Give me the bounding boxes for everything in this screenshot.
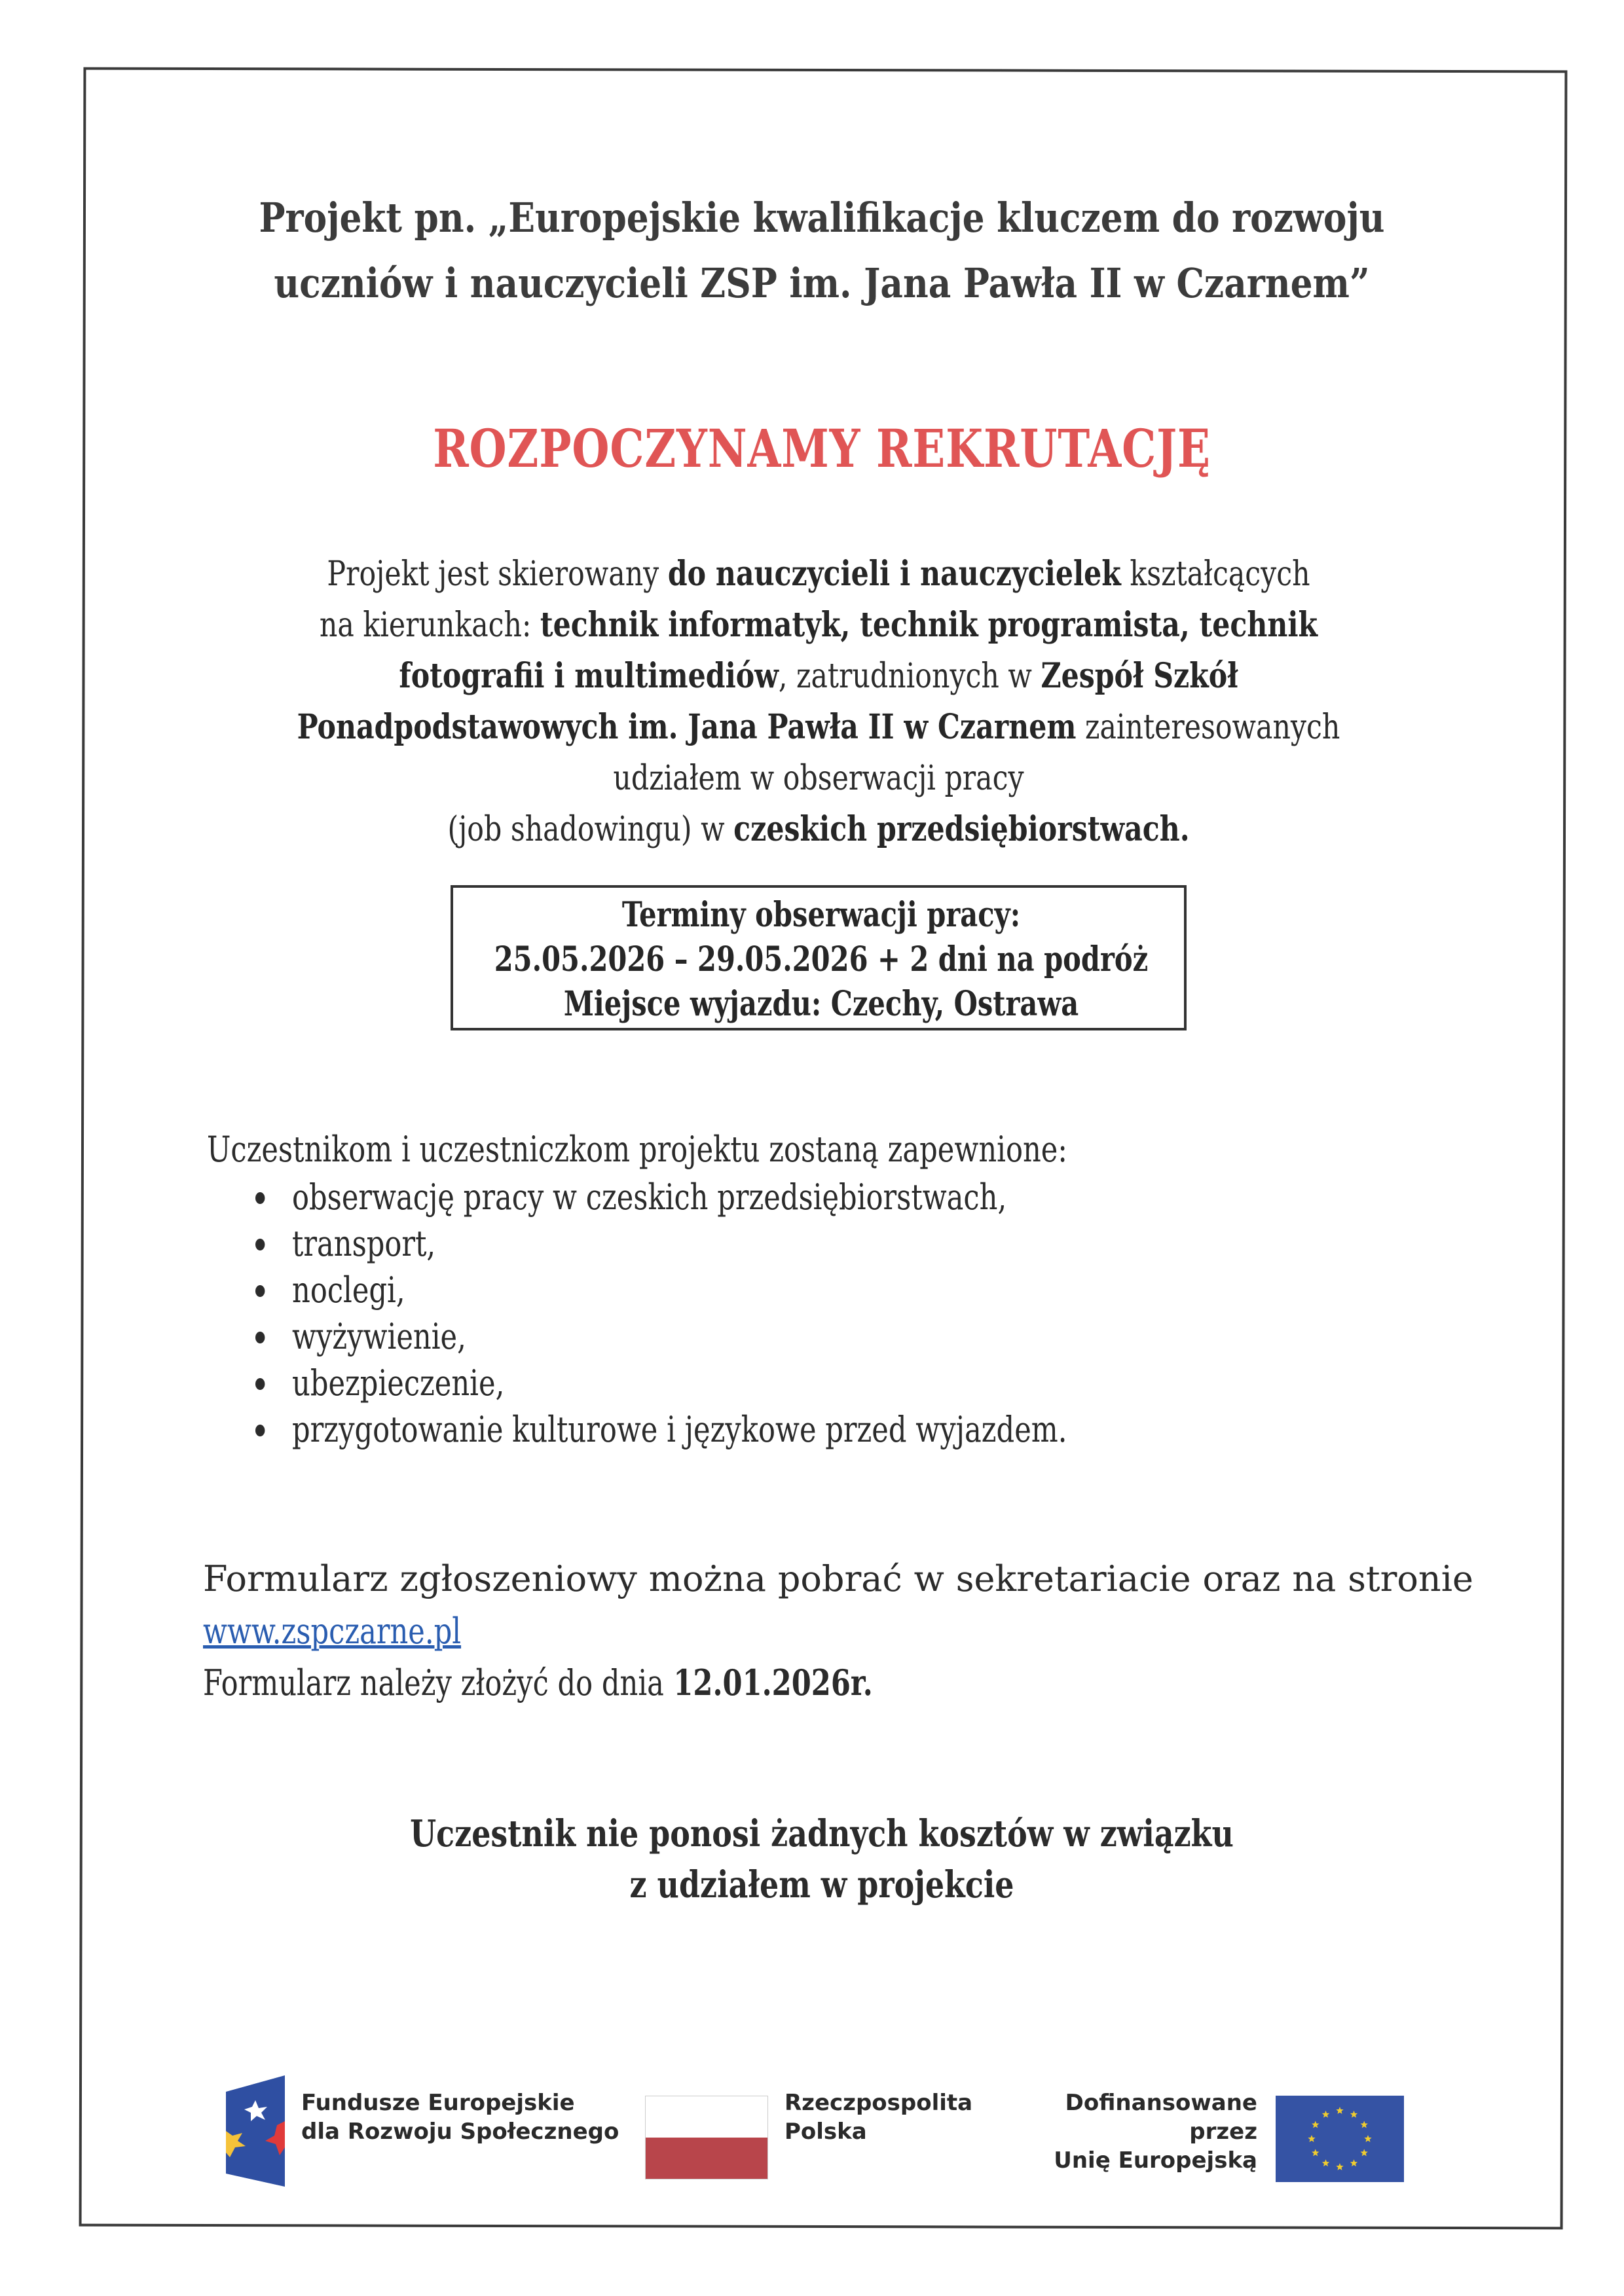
fe-logo-line-2: dla Rozwoju Społecznego — [301, 2119, 619, 2145]
list-item-text: wyżywienie, — [292, 1316, 466, 1357]
eu-logo-text — [995, 2088, 1257, 2175]
intro-line — [255, 753, 1382, 804]
fe-stars-logo-icon — [226, 2075, 285, 2187]
schedule-dates: 25.05.2026 – 29.05.2026 + 2 dni na podróż — [494, 939, 1149, 979]
intro-text: (job shadowingu) w — [447, 810, 734, 849]
form-word: pobrać — [777, 1558, 902, 1599]
intro-text: zainteresowanych — [1076, 708, 1340, 747]
schedule-box-content — [422, 893, 1220, 1027]
eu-logo-line-1: Dofinansowane przez — [1065, 2090, 1257, 2145]
flag-red-stripe — [646, 2138, 767, 2179]
form-word: zgłoszeniowy — [399, 1558, 637, 1599]
project-title-line-1: Projekt pn. „Europejskie kwalifikacje kluczem do rozwoju — [259, 194, 1385, 242]
polish-flag-icon — [645, 2096, 768, 2179]
website-link[interactable]: www.zspczarne.pl — [203, 1611, 462, 1652]
intro-text: udziałem w obserwacji pracy — [613, 759, 1024, 798]
no-cost-line-1: Uczestnik nie ponosi żadnych kosztów w związku — [410, 1812, 1234, 1855]
intro-bold: Ponadpodstawowych im. Jana Pawła II w Czarnem — [297, 707, 1077, 747]
intro-paragraph — [255, 549, 1382, 855]
no-cost-notice — [245, 1808, 1399, 1910]
intro-bold: fotografii i multimediów — [399, 656, 779, 696]
fe-logo-line-1: Fundusze Europejskie — [301, 2090, 575, 2116]
intro-line — [255, 702, 1382, 753]
bullet-icon — [255, 1378, 265, 1390]
bullet-icon — [255, 1332, 265, 1343]
eu-flag-icon — [1276, 2096, 1404, 2182]
list-item-text: transport, — [292, 1223, 436, 1264]
intro-bold: czeskich przedsiębiorstwach. — [733, 809, 1190, 849]
list-item — [255, 1360, 1198, 1406]
intro-bold: technik informatyk, technik programista, technik — [540, 605, 1318, 645]
form-word: na — [1292, 1558, 1337, 1599]
provided-list — [255, 1174, 1198, 1453]
fe-logo-text — [301, 2088, 619, 2146]
no-cost-line-2: z udziałem w projekcie — [629, 1863, 1014, 1906]
flag-white-stripe — [646, 2096, 767, 2138]
form-word: Formularz — [203, 1558, 388, 1599]
provided-intro: Uczestnikom i uczestniczkom projektu zostaną zapewnione: — [207, 1129, 1067, 1170]
list-item — [255, 1220, 1198, 1267]
form-word: oraz — [1202, 1558, 1281, 1599]
schedule-box — [451, 885, 1187, 1030]
project-title — [217, 185, 1428, 316]
list-item — [255, 1406, 1198, 1453]
intro-text: kształcących — [1120, 555, 1310, 594]
intro-line — [255, 651, 1382, 702]
list-item-text: noclegi, — [292, 1269, 405, 1311]
intro-text: Projekt jest skierowany — [327, 555, 668, 594]
intro-bold: do nauczycieli i nauczycielek — [667, 554, 1121, 594]
list-item — [255, 1267, 1198, 1313]
bullet-icon — [255, 1192, 265, 1204]
intro-text: , zatrudnionych w — [778, 657, 1041, 696]
project-title-line-2: uczniów i nauczycieli ZSP im. Jana Pawła II w Czarnem” — [274, 259, 1370, 307]
form-word: w — [913, 1558, 944, 1599]
schedule-place: Miejsce wyjazdu: Czechy, Ostrawa — [563, 984, 1079, 1024]
pl-logo-line-1: Rzeczpospolita — [784, 2090, 973, 2116]
list-item — [255, 1174, 1198, 1220]
list-item-text: ubezpieczenie, — [292, 1362, 505, 1404]
form-download-info — [203, 1553, 1473, 1605]
list-item — [255, 1313, 1198, 1360]
recruitment-headline: ROZPOCZYNAMY REKRUTACJĘ — [433, 418, 1211, 479]
form-word: sekretariacie — [955, 1558, 1191, 1599]
eu-logo-line-2: Unię Europejską — [1054, 2147, 1257, 2174]
intro-line — [255, 600, 1382, 651]
schedule-heading: Terminy obserwacji pracy: — [621, 895, 1021, 935]
bullet-icon — [255, 1285, 265, 1297]
pl-logo-text — [784, 2088, 972, 2146]
deadline-text: Formularz należy złożyć do dnia — [203, 1662, 664, 1704]
bullet-icon — [255, 1425, 265, 1436]
intro-bold: Zespół Szkół — [1041, 656, 1238, 696]
intro-line — [255, 549, 1382, 600]
form-word: stronie — [1348, 1558, 1473, 1599]
pl-logo-line-2: Polska — [784, 2119, 867, 2145]
list-item-text: obserwację pracy w czeskich przedsiębiorstwach, — [292, 1176, 1007, 1218]
list-item-text: przygotowanie kulturowe i językowe przed wyjazdem. — [292, 1409, 1067, 1450]
bullet-icon — [255, 1239, 265, 1250]
form-word: można — [648, 1558, 766, 1599]
intro-text: na kierunkach: — [319, 606, 540, 645]
intro-line — [255, 804, 1382, 855]
form-deadline — [203, 1656, 873, 1709]
deadline-date: 12.01.2026r. — [673, 1662, 873, 1704]
